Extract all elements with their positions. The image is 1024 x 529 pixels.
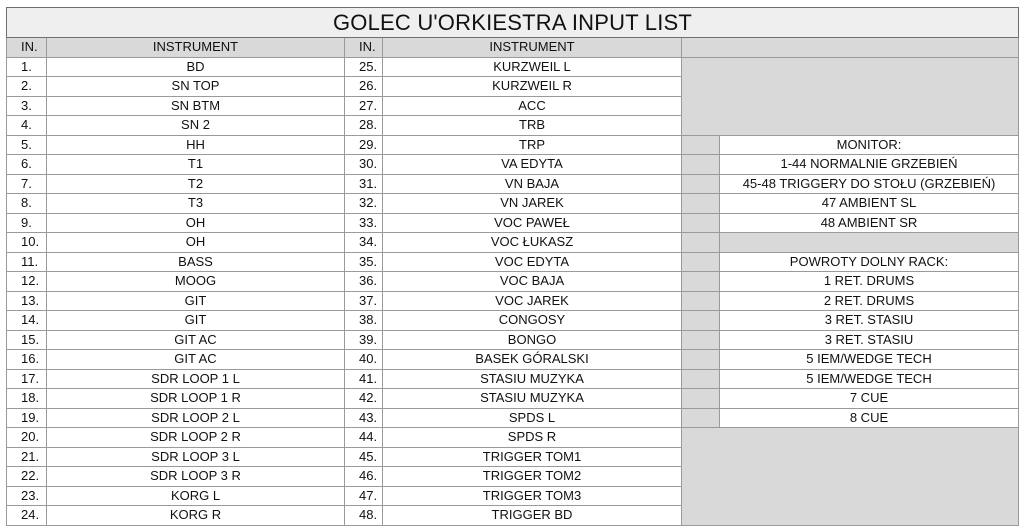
- table-row: [7, 252, 1019, 272]
- notes-gutter: [682, 272, 720, 292]
- notes-blank-top: [682, 57, 1019, 135]
- input-number: 44.: [345, 428, 383, 448]
- notes-gutter: [682, 213, 720, 233]
- instrument-name: VOC JAREK: [383, 291, 682, 311]
- instrument-name: SN BTM: [47, 96, 345, 116]
- input-number: 23.: [7, 486, 47, 506]
- instrument-name: VN JAREK: [383, 194, 682, 214]
- input-number: 46.: [345, 467, 383, 487]
- notes-header-blank: [682, 38, 1019, 58]
- instrument-name: SDR LOOP 1 L: [47, 369, 345, 389]
- input-number: 27.: [345, 96, 383, 116]
- input-number: 2.: [7, 77, 47, 97]
- notes-gutter: [682, 233, 720, 253]
- instrument-name: KURZWEIL R: [383, 77, 682, 97]
- notes-blank: [720, 233, 1019, 253]
- input-number: 26.: [345, 77, 383, 97]
- input-number: 45.: [345, 447, 383, 467]
- input-number: 8.: [7, 194, 47, 214]
- table-row: [7, 135, 1019, 155]
- input-number: 16.: [7, 350, 47, 370]
- instrument-name: VA EDYTA: [383, 155, 682, 175]
- input-number: 17.: [7, 369, 47, 389]
- instrument-name: VOC ŁUKASZ: [383, 233, 682, 253]
- monitor-note: 1 RET. DRUMS: [720, 272, 1019, 292]
- input-number: 11.: [7, 252, 47, 272]
- instrument-name: SDR LOOP 3 R: [47, 467, 345, 487]
- input-number: 47.: [345, 486, 383, 506]
- input-number: 33.: [345, 213, 383, 233]
- instrument-name: CONGOSY: [383, 311, 682, 331]
- input-number: 20.: [7, 428, 47, 448]
- header-instrument-left: INSTRUMENT: [47, 38, 345, 58]
- input-number: 14.: [7, 311, 47, 331]
- input-number: 19.: [7, 408, 47, 428]
- notes-gutter: [682, 291, 720, 311]
- table-row: [7, 194, 1019, 214]
- input-number: 41.: [345, 369, 383, 389]
- input-number: 18.: [7, 389, 47, 409]
- instrument-name: TRB: [383, 116, 682, 136]
- input-number: 21.: [7, 447, 47, 467]
- monitor-note: 1-44 NORMALNIE GRZEBIEŃ: [720, 155, 1019, 175]
- instrument-name: BD: [47, 57, 345, 77]
- table-row: [7, 272, 1019, 292]
- instrument-name: STASIU MUZYKA: [383, 389, 682, 409]
- input-number: 29.: [345, 135, 383, 155]
- instrument-name: KORG L: [47, 486, 345, 506]
- monitor-note: 5 IEM/WEDGE TECH: [720, 350, 1019, 370]
- instrument-name: BASS: [47, 252, 345, 272]
- instrument-name: GIT: [47, 311, 345, 331]
- monitor-note: 45-48 TRIGGERY DO STOŁU (GRZEBIEŃ): [720, 174, 1019, 194]
- instrument-name: MOOG: [47, 272, 345, 292]
- input-number: 25.: [345, 57, 383, 77]
- notes-gutter: [682, 194, 720, 214]
- input-number: 22.: [7, 467, 47, 487]
- table-row: [7, 57, 1019, 77]
- table-row: [7, 350, 1019, 370]
- input-number: 10.: [7, 233, 47, 253]
- input-number: 6.: [7, 155, 47, 175]
- instrument-name: VOC PAWEŁ: [383, 213, 682, 233]
- instrument-name: HH: [47, 135, 345, 155]
- input-number: 34.: [345, 233, 383, 253]
- input-number: 35.: [345, 252, 383, 272]
- input-number: 9.: [7, 213, 47, 233]
- instrument-name: TRIGGER TOM2: [383, 467, 682, 487]
- input-number: 38.: [345, 311, 383, 331]
- instrument-name: KURZWEIL L: [383, 57, 682, 77]
- notes-gutter: [682, 311, 720, 331]
- notes-gutter: [682, 350, 720, 370]
- monitor-note: 48 AMBIENT SR: [720, 213, 1019, 233]
- input-number: 4.: [7, 116, 47, 136]
- instrument-name: TRIGGER TOM3: [383, 486, 682, 506]
- instrument-name: VN BAJA: [383, 174, 682, 194]
- header-instrument-right: INSTRUMENT: [383, 38, 682, 58]
- instrument-name: OH: [47, 213, 345, 233]
- table-row: [7, 428, 1019, 448]
- notes-blank-bottom: [682, 428, 1019, 526]
- input-number: 42.: [345, 389, 383, 409]
- instrument-name: SPDS L: [383, 408, 682, 428]
- table-row: [7, 233, 1019, 253]
- table-row: [7, 311, 1019, 331]
- table-row: [7, 213, 1019, 233]
- notes-gutter: [682, 330, 720, 350]
- monitor-note: 2 RET. DRUMS: [720, 291, 1019, 311]
- input-number: 1.: [7, 57, 47, 77]
- instrument-name: SDR LOOP 1 R: [47, 389, 345, 409]
- instrument-name: T3: [47, 194, 345, 214]
- input-number: 13.: [7, 291, 47, 311]
- table-row: [7, 174, 1019, 194]
- input-list-sheet: [6, 7, 1019, 526]
- header-in-left: IN.: [7, 38, 47, 58]
- notes-gutter: [682, 369, 720, 389]
- notes-gutter: [682, 155, 720, 175]
- monitor-note: 47 AMBIENT SL: [720, 194, 1019, 214]
- instrument-name: SDR LOOP 2 L: [47, 408, 345, 428]
- monitor-note: 5 IEM/WEDGE TECH: [720, 369, 1019, 389]
- instrument-name: GIT AC: [47, 350, 345, 370]
- header-in-right: IN.: [345, 38, 383, 58]
- input-number: 5.: [7, 135, 47, 155]
- table-row: [7, 291, 1019, 311]
- input-number: 12.: [7, 272, 47, 292]
- monitor-note: MONITOR:: [720, 135, 1019, 155]
- notes-gutter: [682, 174, 720, 194]
- input-number: 3.: [7, 96, 47, 116]
- notes-gutter: [682, 252, 720, 272]
- notes-gutter: [682, 389, 720, 409]
- input-number: 43.: [345, 408, 383, 428]
- instrument-name: BONGO: [383, 330, 682, 350]
- monitor-note: POWROTY DOLNY RACK:: [720, 252, 1019, 272]
- instrument-name: SN 2: [47, 116, 345, 136]
- instrument-name: TRIGGER BD: [383, 506, 682, 526]
- input-number: 39.: [345, 330, 383, 350]
- monitor-note: 7 CUE: [720, 389, 1019, 409]
- input-number: 48.: [345, 506, 383, 526]
- input-number: 15.: [7, 330, 47, 350]
- instrument-name: TRP: [383, 135, 682, 155]
- table-row: [7, 389, 1019, 409]
- input-number: 31.: [345, 174, 383, 194]
- notes-gutter: [682, 408, 720, 428]
- instrument-name: GIT AC: [47, 330, 345, 350]
- input-number: 28.: [345, 116, 383, 136]
- input-number: 40.: [345, 350, 383, 370]
- instrument-name: BASEK GÓRALSKI: [383, 350, 682, 370]
- instrument-name: T2: [47, 174, 345, 194]
- instrument-name: VOC EDYTA: [383, 252, 682, 272]
- notes-gutter: [682, 135, 720, 155]
- input-number: 24.: [7, 506, 47, 526]
- input-number: 36.: [345, 272, 383, 292]
- instrument-name: SPDS R: [383, 428, 682, 448]
- table-row: [7, 369, 1019, 389]
- instrument-name: SDR LOOP 2 R: [47, 428, 345, 448]
- table-row: [7, 408, 1019, 428]
- instrument-name: KORG R: [47, 506, 345, 526]
- input-number: 30.: [345, 155, 383, 175]
- table-row: [7, 330, 1019, 350]
- input-number: 37.: [345, 291, 383, 311]
- instrument-name: VOC BAJA: [383, 272, 682, 292]
- monitor-note: 8 CUE: [720, 408, 1019, 428]
- instrument-name: TRIGGER TOM1: [383, 447, 682, 467]
- monitor-note: 3 RET. STASIU: [720, 330, 1019, 350]
- instrument-name: SN TOP: [47, 77, 345, 97]
- monitor-note: 3 RET. STASIU: [720, 311, 1019, 331]
- instrument-name: SDR LOOP 3 L: [47, 447, 345, 467]
- instrument-name: OH: [47, 233, 345, 253]
- instrument-name: GIT: [47, 291, 345, 311]
- instrument-name: T1: [47, 155, 345, 175]
- instrument-name: STASIU MUZYKA: [383, 369, 682, 389]
- input-number: 32.: [345, 194, 383, 214]
- sheet-title: GOLEC U'ORKIESTRA INPUT LIST: [7, 8, 1019, 38]
- instrument-name: ACC: [383, 96, 682, 116]
- table-row: [7, 155, 1019, 175]
- input-number: 7.: [7, 174, 47, 194]
